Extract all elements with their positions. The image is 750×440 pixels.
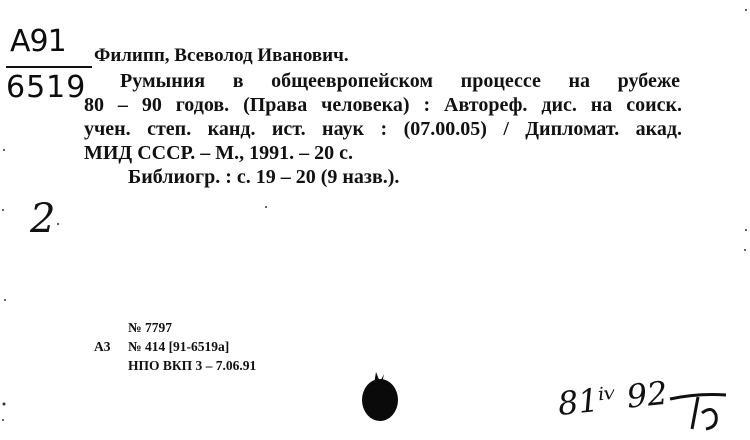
handwritten-note: 81ⁱᵛ 92 <box>556 373 670 423</box>
ink-blot <box>360 368 400 423</box>
author-heading: Филипп, Всеволод Иванович. <box>94 45 349 66</box>
title-line-2: 80 – 90 годов. (Права человека) : Автореф. дис. на соиск. <box>84 94 682 116</box>
title-line-3: учен. степ. канд. ист. наук : (07.00.05) / Дипломат. акад. <box>84 118 682 140</box>
registry-prefix: А3 <box>94 339 111 354</box>
accession-number: № 7797 <box>128 320 172 335</box>
shelf-mark-bottom: 6519 <box>6 70 87 105</box>
handwritten-mark: 2 <box>30 196 56 242</box>
shelf-mark-top: A91 <box>10 24 66 59</box>
title-line-1: Румыния в общеевропейском процессе на рубеже <box>120 70 680 92</box>
registry-number: № 414 [91-6519а] <box>128 339 230 354</box>
handwritten-flourish <box>668 393 728 433</box>
shelf-mark <box>6 24 92 114</box>
bibliography-note: Библиогр. : с. 19 – 20 (9 назв.). <box>128 166 400 188</box>
imprint-line: МИД СССР. – М., 1991. – 20 с. <box>84 142 353 164</box>
shelf-mark-divider <box>6 66 92 68</box>
registry-stamp: НПО ВКП 3 – 7.06.91 <box>128 358 257 373</box>
